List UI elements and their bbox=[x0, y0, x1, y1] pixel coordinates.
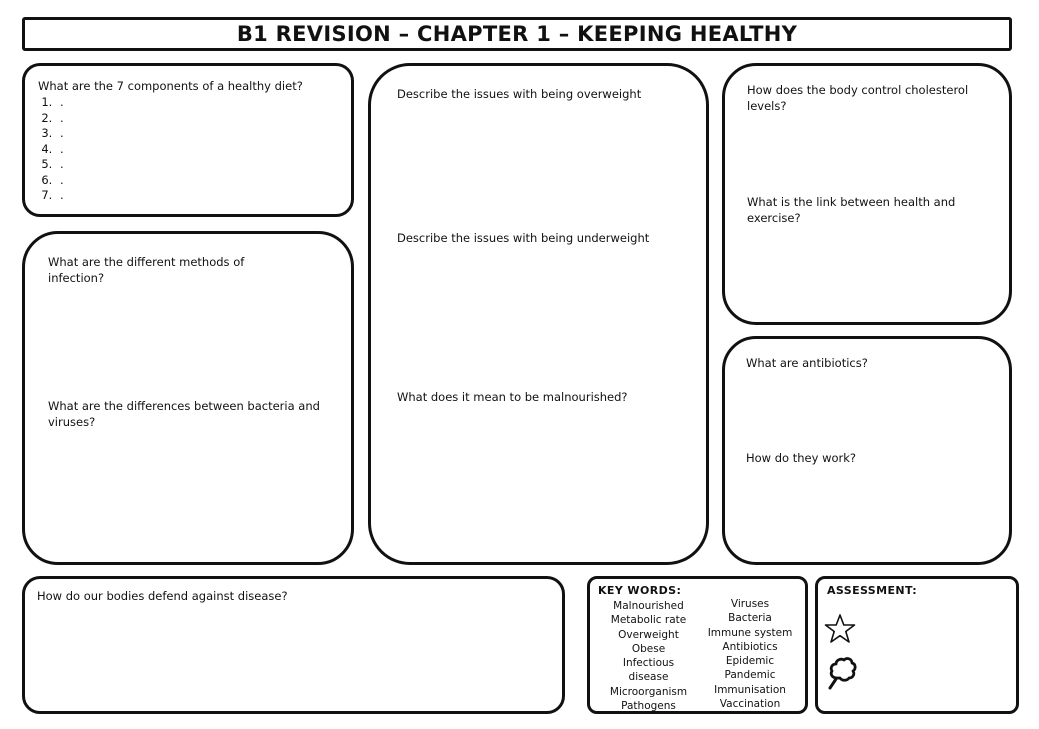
defence-box[interactable] bbox=[22, 576, 565, 714]
keyword: Pandemic bbox=[724, 669, 776, 682]
infection-box[interactable] bbox=[22, 231, 354, 565]
keyword: Malnourished bbox=[613, 600, 684, 612]
keyword: Bacteria bbox=[728, 612, 772, 625]
diet-question: What are the 7 components of a healthy diet? bbox=[38, 79, 303, 93]
star-icon[interactable] bbox=[824, 613, 856, 649]
title-bar bbox=[22, 17, 1012, 51]
underweight-question: Describe the issues with being underweight bbox=[397, 231, 650, 245]
exercise-question: What is the link between health and exercise? bbox=[747, 195, 956, 225]
diet-item[interactable]: 3. . bbox=[56, 126, 64, 142]
keywords-column-1 bbox=[598, 599, 699, 713]
keyword: Vaccination bbox=[719, 698, 781, 711]
keyword: Metabolic rate bbox=[610, 614, 687, 627]
weight-box[interactable] bbox=[368, 63, 709, 565]
keyword: disease bbox=[628, 671, 669, 684]
overweight-question: Describe the issues with being overweight bbox=[397, 87, 642, 101]
keyword: Antibiotics bbox=[722, 640, 778, 653]
diet-item[interactable]: 7. . bbox=[56, 188, 64, 204]
thought-bubble-icon[interactable] bbox=[827, 657, 857, 695]
keyword: Pathogens bbox=[621, 700, 676, 713]
assessment-box[interactable] bbox=[815, 576, 1019, 714]
keyword: Obese bbox=[631, 642, 666, 655]
page-title: B1 REVISION – CHAPTER 1 – KEEPING HEALTHY bbox=[236, 22, 798, 46]
keyword: Overweight bbox=[618, 628, 679, 641]
keyword: Microorganism bbox=[609, 685, 688, 698]
diet-item[interactable]: 2. . bbox=[56, 111, 64, 127]
malnourished-question: What does it mean to be malnourished? bbox=[397, 390, 628, 404]
infection-methods-question: What are the different methods of infection? bbox=[48, 255, 245, 285]
keyword: Epidemic bbox=[725, 655, 775, 668]
cholesterol-box[interactable] bbox=[722, 63, 1012, 325]
keyword: Immune system bbox=[707, 626, 793, 639]
antibiotics-question: What are antibiotics? bbox=[746, 356, 868, 370]
keywords-column-2 bbox=[700, 597, 800, 711]
diet-item[interactable]: 1. . bbox=[56, 95, 64, 111]
keywords-box bbox=[587, 576, 808, 714]
antibiotics-work-question: How do they work? bbox=[746, 451, 857, 465]
antibiotics-box[interactable] bbox=[722, 336, 1012, 565]
defence-question: How do our bodies defend against disease? bbox=[37, 589, 288, 603]
diet-list bbox=[38, 95, 64, 204]
keywords-heading: KEY WORDS: bbox=[598, 584, 682, 597]
keyword: Immunisation bbox=[714, 683, 786, 696]
diet-item[interactable]: 6. . bbox=[56, 173, 64, 189]
keyword: Infectious bbox=[622, 657, 675, 670]
diet-box bbox=[22, 63, 354, 217]
bacteria-viruses-question: What are the differences between bacteria and viruses? bbox=[48, 399, 320, 429]
diet-item[interactable]: 4. . bbox=[56, 142, 64, 158]
cholesterol-question: How does the body control cholesterol levels? bbox=[747, 83, 969, 113]
keyword: Viruses bbox=[730, 598, 770, 610]
assessment-heading: ASSESSMENT: bbox=[827, 584, 918, 597]
diet-item[interactable]: 5. . bbox=[56, 157, 64, 173]
